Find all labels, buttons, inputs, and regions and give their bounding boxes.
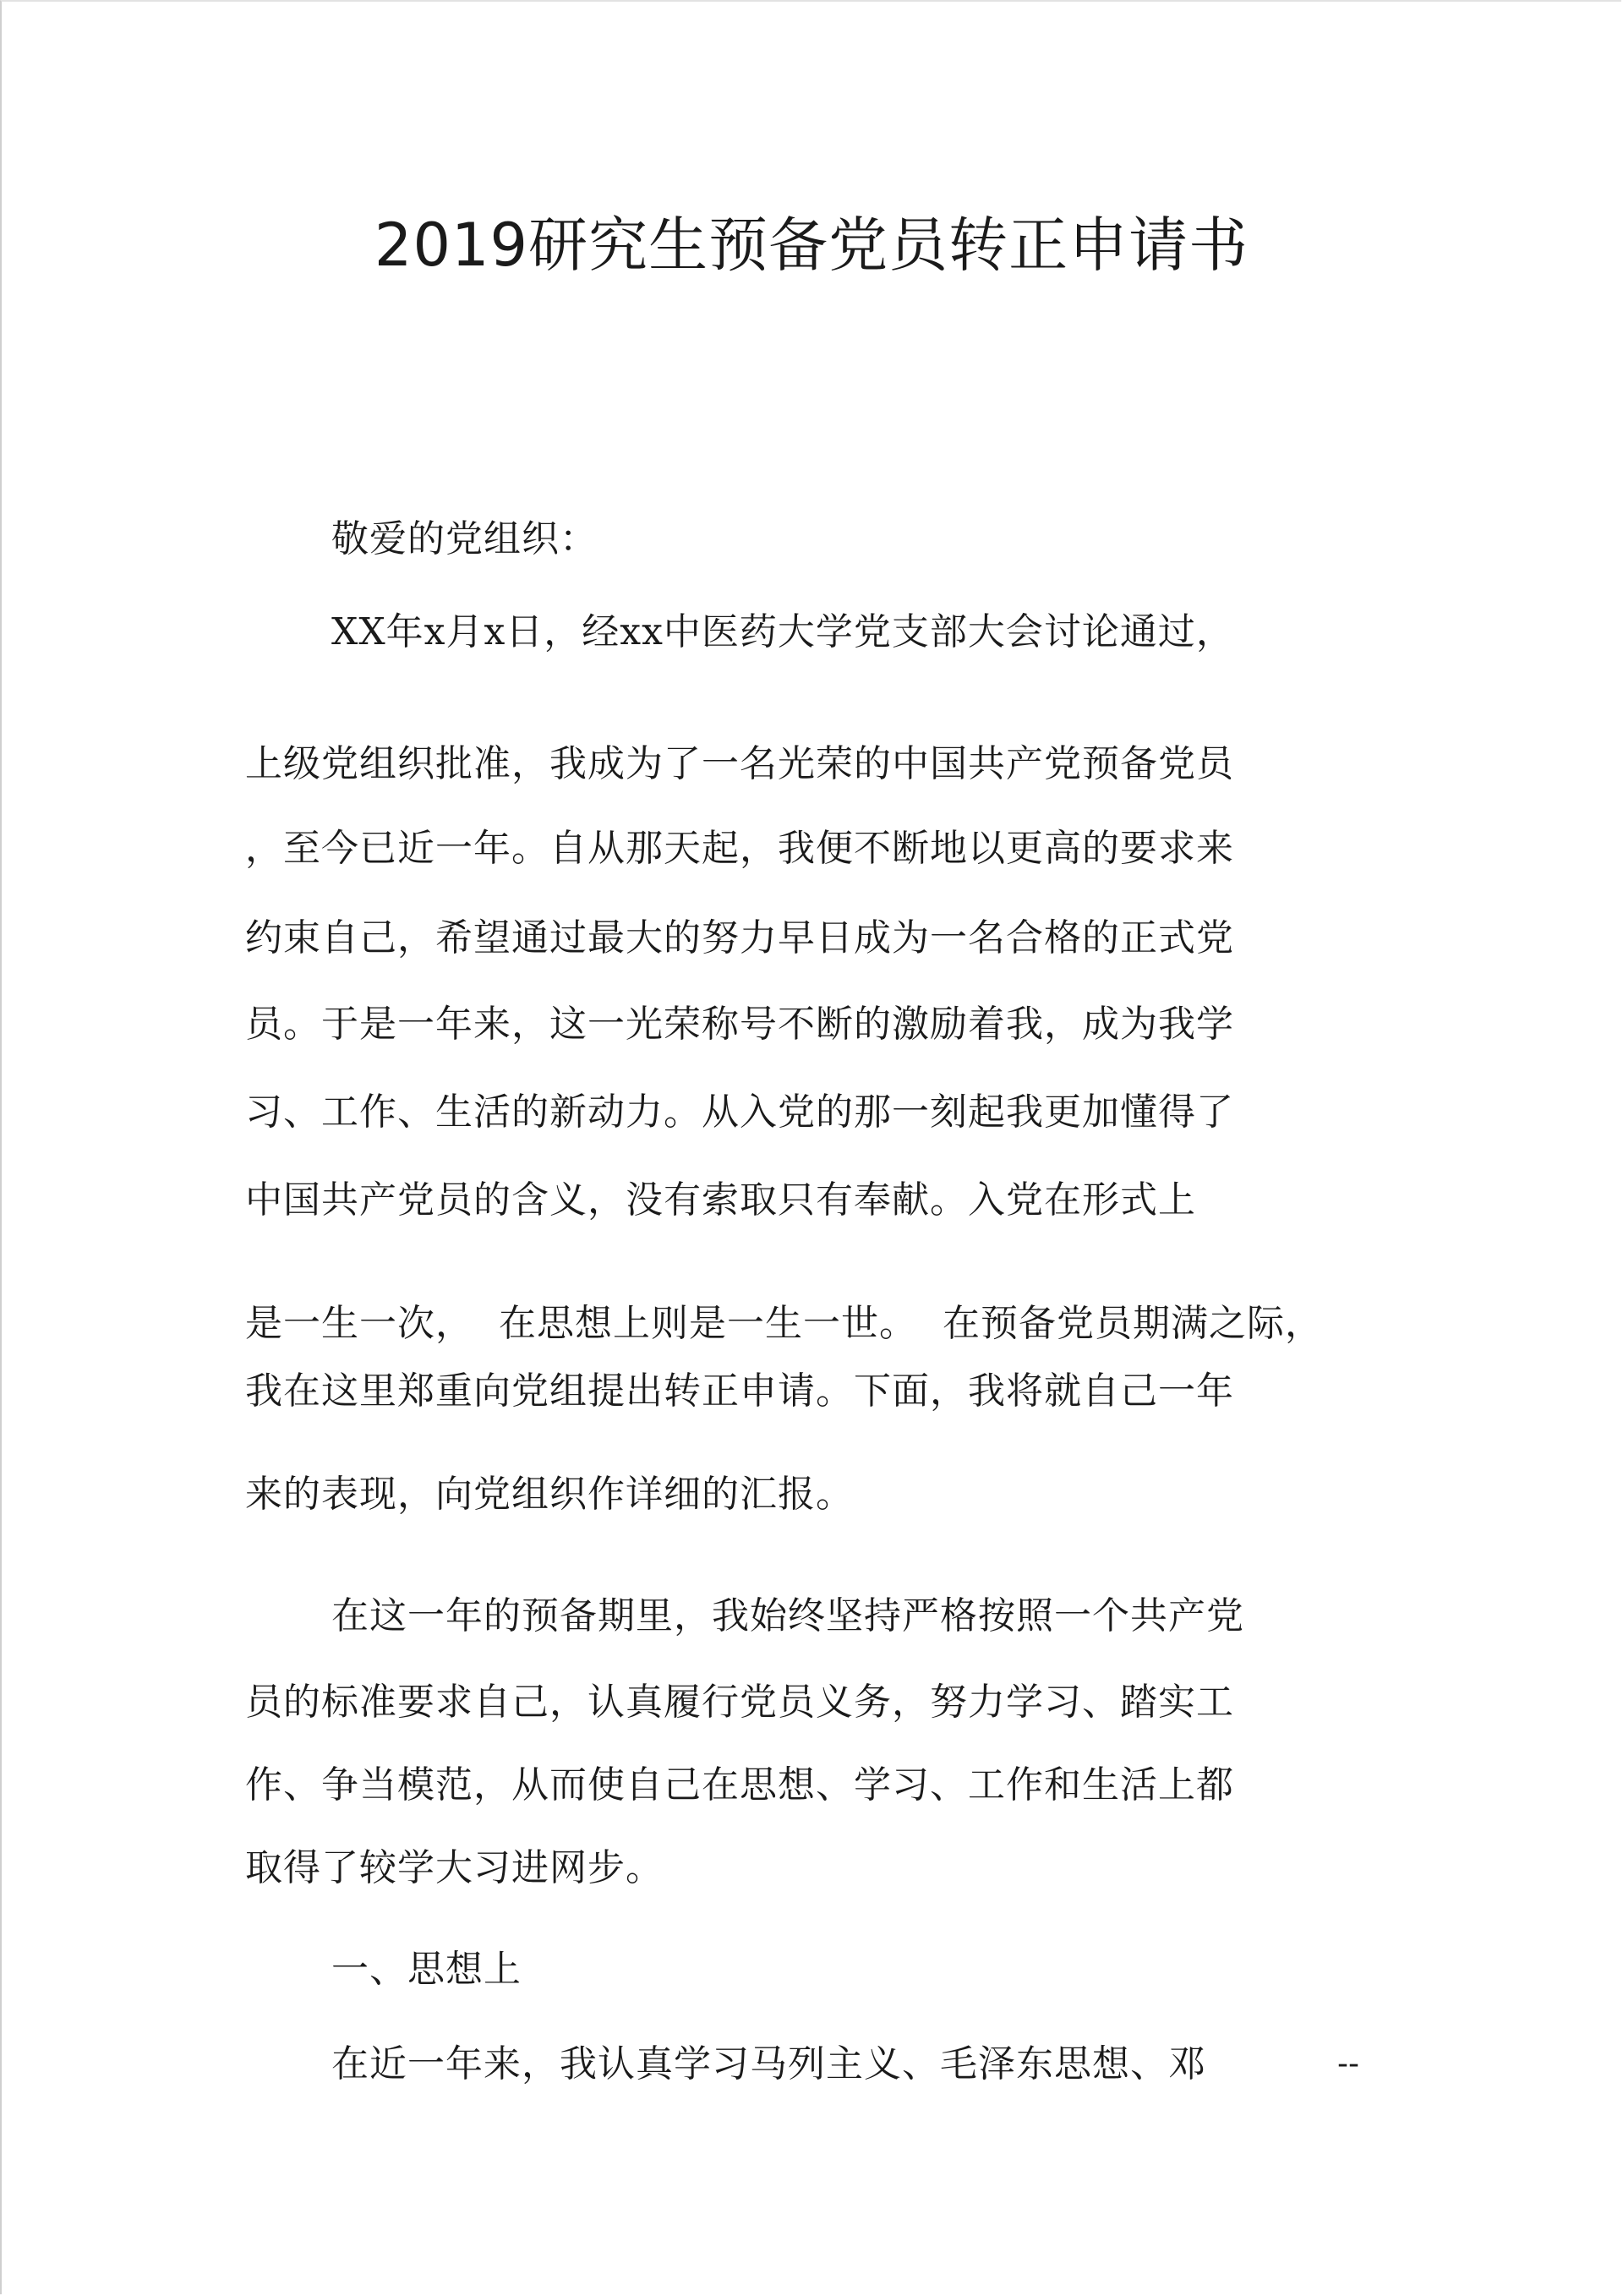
- body-line-7: 中国共产党员的含义，没有索取只有奉献。入党在形式上: [245, 1178, 1196, 1222]
- body-line-16: 在近一年来，我认真学习马列主义、毛泽东思想、邓: [331, 2042, 1206, 2086]
- body-line-14: 取得了较学大习进网步。: [245, 1846, 664, 1889]
- body-line-8: 是一生一次， 在思想上则是一生一世。 在预备党员期满之际，: [245, 1302, 1323, 1345]
- body-line-13: 作、争当模范，从而使自己在思想、学习、工作和生活上都: [245, 1763, 1234, 1807]
- body-line-3: ，至今已近一年。自从那天起，我便不断地以更高的要求来: [245, 827, 1234, 870]
- body-line-10: 来的表现，向党组织作详细的汇报。: [245, 1473, 854, 1516]
- document-title: 2019研究生预备党员转正申请书: [374, 210, 1249, 280]
- body-line-2: 上级党组织批准，我成为了一名光荣的中国共产党预备党员: [245, 742, 1234, 785]
- body-line-6: 习、工作、生活的新动力。从入党的那一刻起我更加懂得了: [245, 1091, 1234, 1134]
- body-line-12: 员的标准要求自己，认真履行党员义务，努力学习、踏实工: [245, 1681, 1234, 1724]
- body-line-5: 员。于是一年来，这一光荣称号不断的激励着我，成为我学: [245, 1003, 1234, 1046]
- body-line-1: XX年x月x日，经xx中医药大学党支部大会讨论通过，: [331, 610, 1234, 653]
- body-line-9: 我在这里郑重向党组提出转正申请。下面，我将就自己一年: [245, 1369, 1234, 1413]
- body-line-4: 约束自己，希望通过最大的努力早日成为一名合格的正式党: [245, 916, 1234, 959]
- body-line-11: 在这一年的预备期里，我始终坚持严格按照一个共产党: [331, 1594, 1244, 1637]
- section-heading: 一、思想上: [331, 1948, 522, 1991]
- page-marker: --: [1337, 2047, 1359, 2081]
- salutation: 敬爱的党组织：: [331, 517, 598, 560]
